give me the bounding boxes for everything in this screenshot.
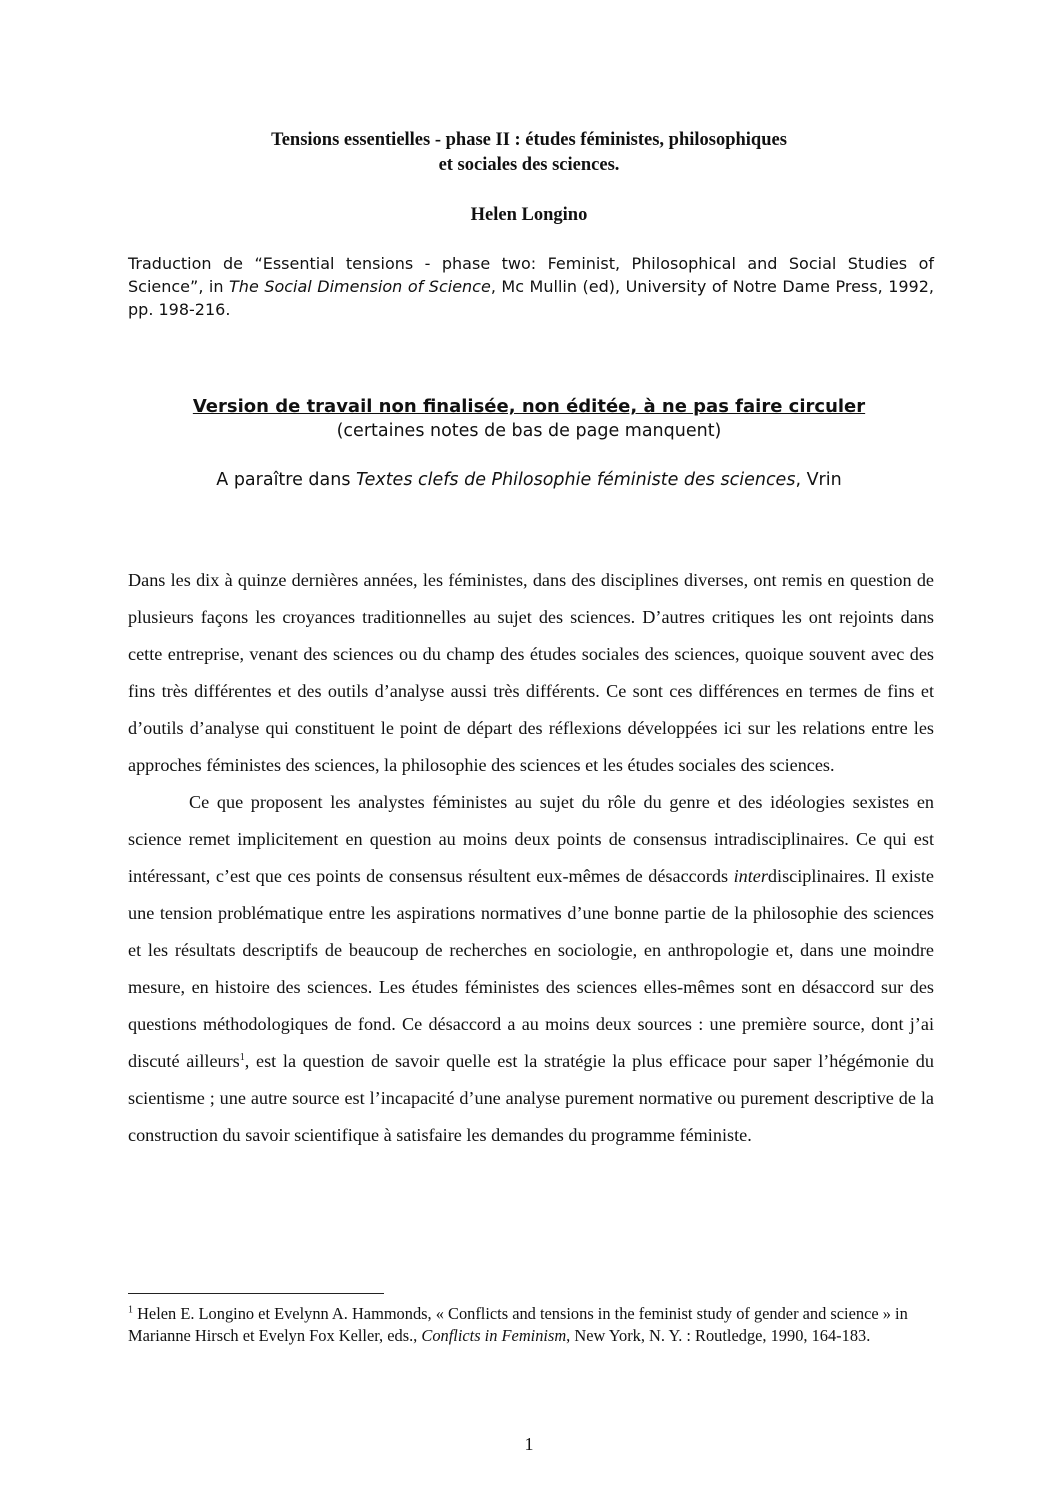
paragraph-2 — [128, 784, 934, 1154]
paragraph-2-italic: inter — [733, 866, 768, 886]
paragraph-1: Dans les dix à quinze dernières années, les féministes, dans des disciplines diverses, ont remis en question de plusieurs façons les croyances traditionnelles au sujet des sciences. D’autres critiques les ont rejoints dans cette entreprise, venant des sciences ou du champ des études sociales des sciences, quoique souvent avec des fins très différentes et des outils d’analyse aussi très différents. Ce sont ces différences en termes de fins et d’outils d’analyse qui constituent le point de départ des réflexions développées ici sur les relations entre les approches féministes des sciences, la philosophie des sciences et les études sociales des sciences. — [128, 570, 934, 775]
translation-note — [128, 252, 934, 321]
footnote-1 — [128, 1303, 934, 1347]
paragraph-2-part-a: Ce que proposent les analystes féministes au sujet du rôle du genre et des idéologies sexistes en science remet implicitement en question au moins deux points de consensus intradisciplinaires. Ce qui est intéressant, c’est que ces points de consensus résultent eux-mêmes de désaccords — [128, 792, 934, 886]
footnote-prefix: Helen E. Longino et Evelynn A. Hammonds, « Conflicts and tensions in the feminist study of gender and science » in Marianne Hirsch et Evelyn Fox Keller, eds., — [128, 1304, 908, 1345]
translation-note-suffix: , Mc Mullin (ed), University of Notre Dame Press, 1992, pp. 198-216. — [128, 277, 934, 319]
forthcoming-prefix: A paraître dans — [216, 470, 357, 490]
translation-note-prefix: Traduction de “Essential tensions - phase two: Feminist, Philosophical and Social Studies of Science”, in — [128, 254, 934, 296]
paragraph-2-part-c: , est la question de savoir quelle est la stratégie la plus efficace pour saper l’hégémonie du scientisme ; une autre source est l’incapacité d’une analyse purement normative ou purement descriptive de la construction du savoir scientifique à satisfaire les demandes du programme féministe. — [128, 1051, 934, 1145]
forthcoming-suffix: , Vrin — [795, 470, 842, 490]
author-name: Helen Longino — [470, 205, 588, 225]
footnote-book-title: Conflicts in Feminism — [421, 1326, 567, 1345]
translation-note-book-title: The Social Dimension of Science — [229, 277, 491, 296]
title-line-2: et sociales des sciences. — [438, 155, 620, 175]
footnote-suffix: , New York, N. Y. : Routledge, 1990, 164-183. — [566, 1326, 871, 1345]
footnote-reference[interactable]: 1 — [239, 1051, 245, 1063]
paragraph-2-part-b: disciplinaires. Il existe une tension problématique entre les aspirations normatives d’une bonne partie de la philosophie des sciences et les résultats descriptifs de beaucoup de recherches en sociologie, en anthropologie et, dans une moindre mesure, en histoire des sciences. Les études féministes des sciences elles-mêmes sont en désaccord sur des questions méthodologiques de fond. Ce désaccord a au moins deux sources : une première source, dont j’ai discuté ailleurs — [128, 866, 934, 1071]
working-version-heading: Version de travail non finalisée, non éditée, à ne pas faire circuler — [192, 396, 866, 417]
document-title — [0, 128, 1058, 178]
working-version-subheading: (certaines notes de bas de page manquent) — [336, 421, 722, 441]
footnote-separator — [128, 1293, 384, 1294]
page-number: 1 — [524, 1434, 534, 1454]
footnote-marker: 1 — [128, 1304, 133, 1316]
body-text — [128, 562, 934, 1154]
forthcoming-book-title: Textes clefs de Philosophie féministe des sciences — [356, 470, 796, 490]
title-line-1: Tensions essentielles - phase II : études féministes, philosophiques — [271, 130, 787, 150]
forthcoming-note — [0, 470, 1058, 490]
working-version-notice — [0, 395, 1058, 443]
